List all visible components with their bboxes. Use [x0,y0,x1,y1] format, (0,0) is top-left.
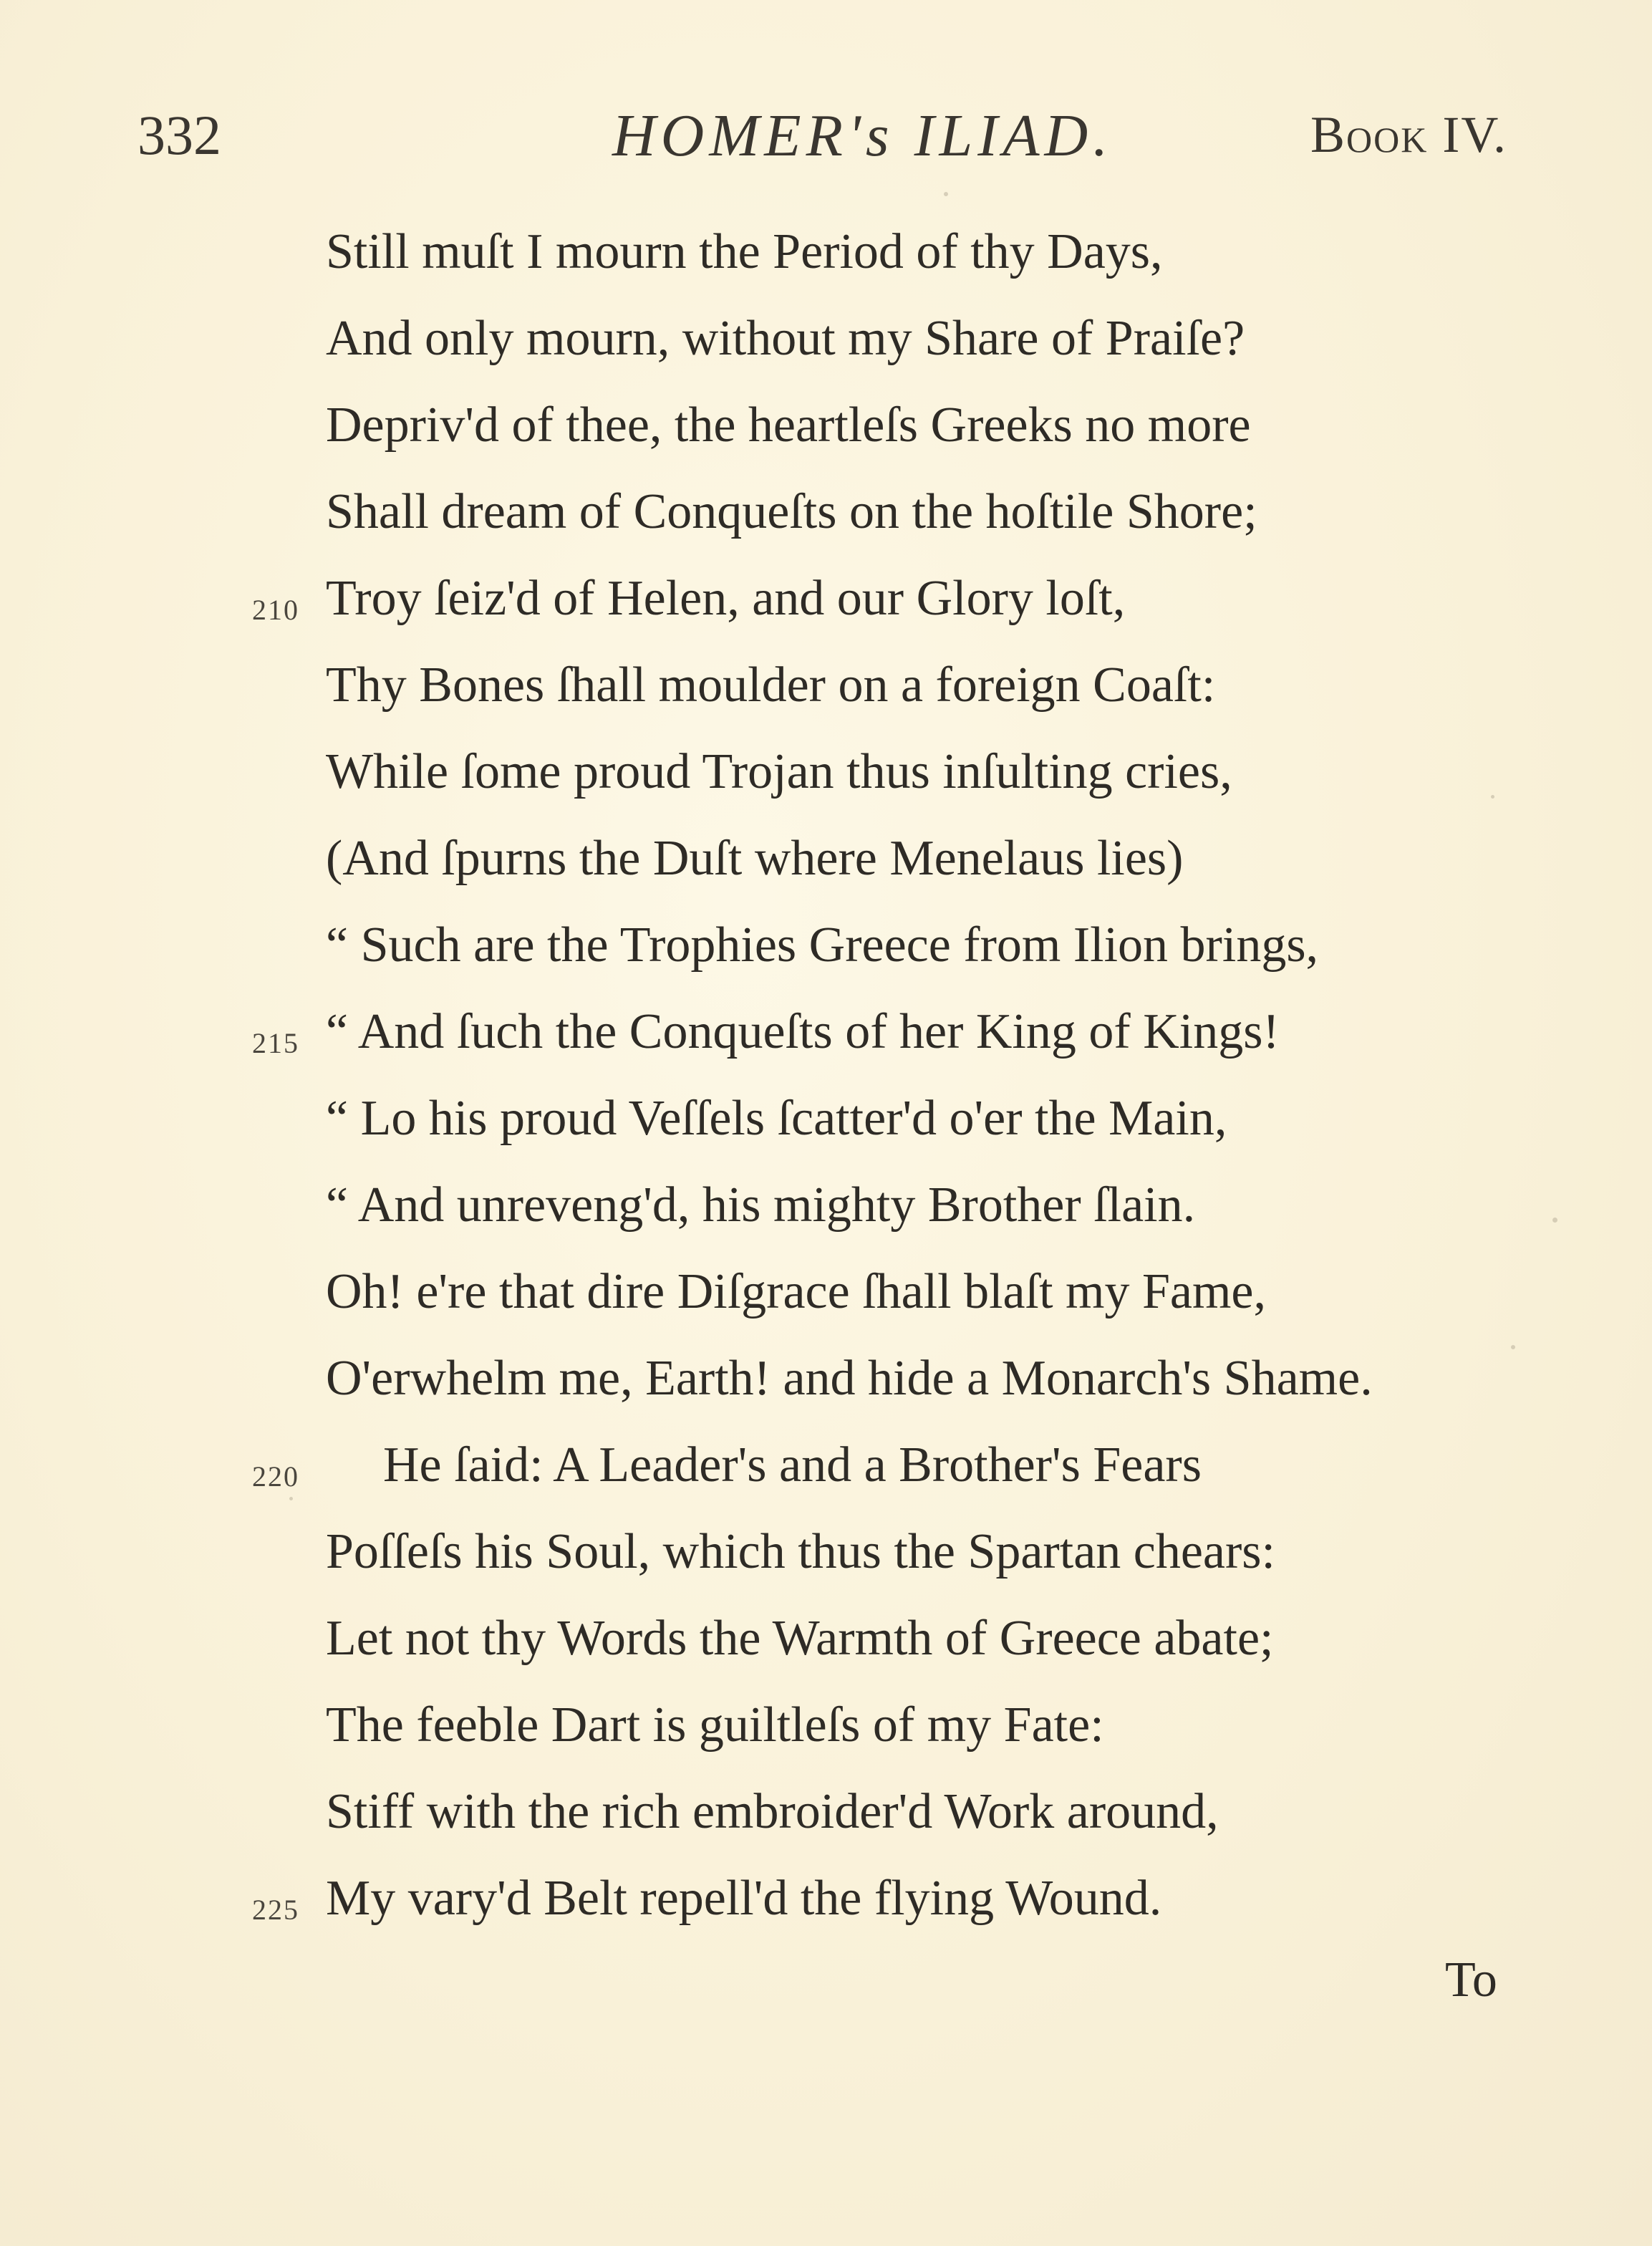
verse-line [0,1606,1652,1677]
verse-text: My vary'd Belt repell'd the flying Wound. [326,1871,1162,1926]
verse-line [0,392,1652,464]
verse-line [0,1779,1652,1851]
verse-line [0,826,1652,897]
verse-line [0,739,1652,811]
paper-speck [1552,1218,1557,1223]
verse-text: Still muſt I mourn the Period of thy Days, [326,224,1163,279]
verse-line [0,1172,1652,1244]
verse-line [0,566,1652,637]
running-title: HOMER's ILIAD. [612,102,1114,169]
verse-text: Troy ſeiz'd of Helen, and our Glory loſt, [326,571,1126,626]
verse-text: “ And ſuch the Conqueſts of her King of Kings! [326,1004,1280,1059]
paper-speck [289,1497,293,1500]
line-number: 220 [252,1460,299,1493]
verse-line [0,1432,1652,1504]
verse-text: Oh! e're that dire Diſgrace ſhall blaſt my Fame, [326,1264,1266,1319]
verse-line [0,1259,1652,1331]
verse-text: “ And unreveng'd, his mighty Brother ſlain. [326,1177,1196,1233]
verse-line [0,1692,1652,1764]
line-number: 225 [252,1894,299,1926]
verse-text: Poſſeſs his Soul, which thus the Spartan chears: [326,1524,1275,1579]
verse-line [0,306,1652,377]
verse-line [0,219,1652,291]
verse-text: “ Such are the Trophies Greece from Ilion brings, [326,917,1319,973]
verse-line [0,1086,1652,1157]
paper-speck [944,192,948,196]
paper-speck [1511,1345,1515,1349]
verse-line [0,479,1652,551]
verse-text: Depriv'd of thee, the heartleſs Greeks no more [326,397,1251,453]
verse-text: Stiff with the rich embroider'd Work around, [326,1784,1219,1839]
verse-line [0,652,1652,724]
verse-text: He ſaid: A Leader's and a Brother's Fears [383,1437,1202,1493]
line-number: 215 [252,1027,299,1059]
verse-line [0,1866,1652,1937]
verse-text: The feeble Dart is guiltleſs of my Fate: [326,1697,1104,1753]
line-number: 210 [252,594,299,626]
verse-text: (And ſpurns the Duſt where Menelaus lies) [326,831,1184,886]
verse-text: And only mourn, without my Share of Praiſe? [326,311,1245,366]
verse-line [0,1346,1652,1417]
verse-text: Let not thy Words the Warmth of Greece abate; [326,1611,1274,1666]
verse-line [0,1519,1652,1591]
verse-line [0,912,1652,984]
book-label: Book IV. [1310,106,1508,163]
verse-text: Thy Bones ſhall moulder on a foreign Coaſt: [326,657,1216,713]
verse-text: “ Lo his proud Veſſels ſcatter'd o'er the Main, [326,1091,1227,1146]
catchword: To [1445,1952,1497,2008]
verse-text: Shall dream of Conqueſts on the hoſtile Shore; [326,484,1257,539]
verse-text: O'erwhelm me, Earth! and hide a Monarch's Shame. [326,1351,1373,1406]
verse-text: While ſome proud Trojan thus inſulting cries, [326,744,1232,799]
verse-line [0,999,1652,1071]
paper-speck [1491,795,1494,799]
page-number: 332 [137,104,221,166]
